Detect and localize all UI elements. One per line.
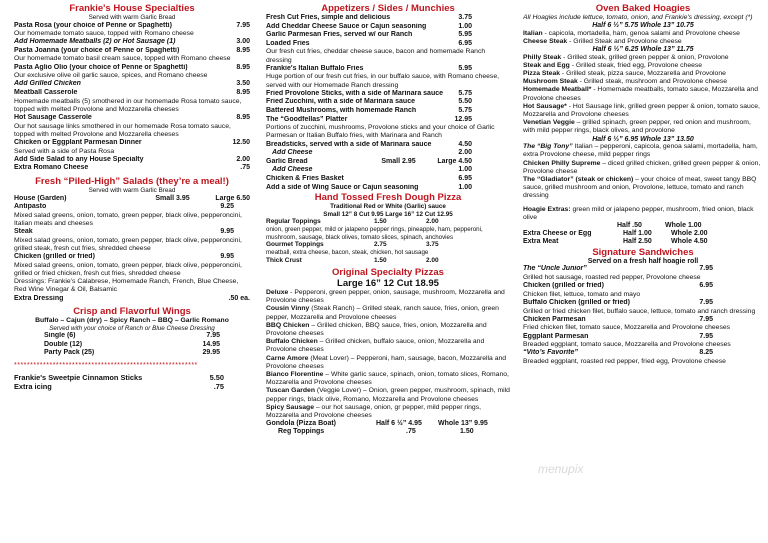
menu-item-italian-hoagie: Italian - capicola, mortadella, ham, genoa salami and Provolone cheese xyxy=(523,29,740,37)
item-description: Our exclusive olive oil garlic sauce, spices, and Romano cheese xyxy=(14,72,208,80)
pizza-sauce-note: Traditional Red or White (Garlic) sauce xyxy=(330,203,446,211)
menu-item-house-salad: House (Garden) Small 3.95 Large 6.50 xyxy=(14,194,250,202)
signature-heading: Signature Sandwiches xyxy=(592,246,694,258)
item-description: Our homemade tomato sauce, topped with Romano cheese xyxy=(14,30,194,38)
item-description: Portions of zucchini, mushrooms, Provolone sticks and your choice of Garlic Parmesan or Italian Buffalo fries, with Marinara and Ranch xyxy=(266,124,495,140)
menu-item-add-cheese-sauce: Add Cheddar Cheese Sauce or Cajun seasoning 1.00 xyxy=(266,22,472,30)
specialty-heading: Original Specialty Pizzas xyxy=(332,266,444,278)
menu-item-big-tony: The “Big Tony” Italian – pepperoni, capicola, genoa salami, mortadella, ham, extra Provolone cheese, mild pepper rings xyxy=(523,143,758,159)
item-description: Our fresh cut fries, cheddar cheese sauce, bacon and homemade Ranch dressing xyxy=(266,48,486,64)
menu-item-pasta-aglio: Pasta Aglio Olio (your choice of Penne or Spaghetti) 8.95 xyxy=(14,63,250,71)
item-description: Mixed salad greens, onion, tomato, green pepper, black olive, pepperoncini, grilled steak, fresh cut fries, shredded cheese xyxy=(14,236,242,252)
watermark: menupix xyxy=(538,462,584,476)
menu-item-buffalo-chicken-sandwich: Buffalo Chicken (grilled or fried) 7.95 xyxy=(523,299,713,307)
item-description: Mixed salad greens, onion, tomato, green pepper, black olive, pepperoncini, grilled or fried chicken, fresh cut fries, shredded cheese xyxy=(14,261,242,277)
menu-item-pizza-steak: Pizza Steak - Grilled steak, pizza sauce, Mozzarella and Provolone xyxy=(523,70,726,78)
item-description: Huge portion of our fresh cut fries, in our buffalo sauce, with Romano cheese, served with our Homemade Ranch dressing xyxy=(266,73,499,89)
salads-heading: Fresh “Piled-High” Salads (they’re a meal!) xyxy=(35,176,229,188)
menu-item-mushroom-steak: Mushroom Steak - Grilled steak, mushroom and Provolone cheese xyxy=(523,78,727,86)
menu-item-carne-amore: Carne Amore (Meat Lover) – Pepperoni, ham, sausage, bacon, Mozzarella and Provolone cheeses xyxy=(266,354,507,370)
column-right xyxy=(523,3,763,541)
item-description: Our hot sausage links smothered in our homemade Rosa tomato sauce, topped with melted Provolone and Mozzarella cheeses xyxy=(14,122,231,138)
hoagie-extras: Hoagie Extras: green mild or jalapeno pepper, mushroom, fried onion, black olive xyxy=(523,205,754,221)
menu-item-zucchini: Fried Zucchini, with a side of Marinara sauce 5.50 xyxy=(266,98,472,106)
wings-note: Served with your choice of Ranch or Blue Cheese Dressing xyxy=(49,324,215,332)
menu-item-extra-dressing: Extra Dressing .50 ea. xyxy=(14,294,250,302)
column-middle xyxy=(266,3,510,541)
menu-item-pasta-rosa: Pasta Rosa (your choice of Penne or Spaghetti) 7.95 xyxy=(14,21,250,29)
menu-item-extra-romano: Extra Romano Cheese .75 xyxy=(14,164,250,172)
menu-item-breadsticks: Breadsticks, served with a side of Marinara sauce 4.50 xyxy=(266,140,472,148)
menu-item-sausage-casserole: Hot Sausage Casserole 8.95 xyxy=(14,114,250,122)
menu-item-wings-single: Single (6) 7.95 xyxy=(44,332,220,340)
hoagies-note: All Hoagies include lettuce, tomato, onion, and Frankie's dressing, except (*) xyxy=(523,14,753,21)
menu-item-add-meat: Add Homemade Meatballs (2) or Hot Sausage (1) 3.00 xyxy=(14,38,250,46)
item-description: Homemade meatballs (5) smothered in our homemade Rosa tomato sauce, topped with melted Provolone and Mozzarella cheeses xyxy=(14,97,242,113)
menu-item-garlic-bread: Garlic Bread Small 2.95 Large 4.50 xyxy=(266,157,472,165)
salads-note: Served with warm Garlic Bread xyxy=(88,187,176,195)
house-specialties-heading: Frankie's House Specialties xyxy=(69,3,195,14)
menu-item-add-chicken: Add Grilled Chicken 3.50 xyxy=(14,80,250,88)
menu-item-pasta-joanna: Pasta Joanna (your choice of Penne or Spaghetti) 8.95 xyxy=(14,46,250,54)
menu-item-thick-crust: Thick Crust 1.50 2.00 xyxy=(266,256,439,264)
item-description: meatball, extra cheese, bacon, steak, chicken, hot sausage xyxy=(266,249,429,257)
menu-item-uncle-junior: The “Uncle Junior” 7.95 xyxy=(523,265,713,273)
menu-item-garlic-fries: Garlic Parmesan Fries, served w/ our Ranch 5.95 xyxy=(266,31,472,39)
menu-item-buffalo-fries: Frankie's Italian Buffalo Fries 5.95 xyxy=(266,64,472,72)
menu-item-gourmet-toppings: Gourmet Toppings 2.75 3.75 xyxy=(266,241,439,249)
menu-item-provolone-sticks: Fried Provolone Sticks, with a side of Marinara sauce 5.75 xyxy=(266,89,472,97)
item-description: Our homemade tomato basil cream sauce, topped with Romano cheese xyxy=(14,55,231,63)
menu-item-antipasto: Antipasto 9.25 xyxy=(14,203,234,211)
item-description: Breaded eggplant, tomato sauce, Mozzarella and Provolone cheeses xyxy=(523,341,731,349)
menu-item-gladiator: The “Gladiator” (steak or chicken) – your choice of meat, sweet tangy BBQ sauce, grilled mushroom and onion, Provolone, lettuce, tomato and ranch dressing xyxy=(523,175,757,200)
menu-item-chicken-parmesan: Chicken Parmesan 7.95 xyxy=(523,315,713,323)
menu-item-vitos-favorite: “Vito’s Favorite” 8.25 xyxy=(523,349,713,357)
menu-item-extra-icing: Extra icing .75 xyxy=(14,381,224,391)
pizza-sizes: Small 12” 8 Cut 9.95 Large 16” 12 Cut 12.95 xyxy=(323,210,453,218)
menu-item-gondola: Gondola (Pizza Boat) Half 6 ½” 4.95 Whole 13” 9.95 xyxy=(266,420,488,428)
menu-item-extra-meat: Extra Meat Half 2.50 Whole 4.50 xyxy=(523,237,708,245)
menu-item-steak-and-egg: Steak and Egg - Grilled steak, fried egg, Provolone cheese xyxy=(523,61,703,69)
item-description: Fried chicken filet, tomato sauce, Mozzarella and Provolone cheeses xyxy=(523,324,731,332)
menu-item-philly-steak: Philly Steak - Grilled steak, grilled green pepper & onion, Provolone xyxy=(523,53,729,61)
menu-item-meatball-casserole: Meatball Casserole 8.95 xyxy=(14,89,250,97)
wings-heading: Crisp and Flavorful Wings xyxy=(73,306,191,318)
appetizers-heading: Appetizers / Sides / Munchies xyxy=(321,3,455,14)
menu-item-steak-salad: Steak 9.95 xyxy=(14,228,234,236)
menu-item-venetian-veggie: Venetian Veggie – grilled spinach, green pepper, red onion and mushroom, with mild pepper rings, black olives, and provolone xyxy=(523,119,751,135)
menu-item-wings-double: Double (12) 14.95 xyxy=(44,340,220,348)
item-description: Chicken filet, lettuce, tomato and mayo xyxy=(523,290,641,298)
menu-item-wing-sauce: Add a side of Wing Sauce or Cajun seasoning 1.00 xyxy=(266,183,472,191)
dressings-list: Dressings: Frankie’s Calabrese, Homemade Ranch, French, Blue Cheese, Red Wine Vinegar & Oil, Balsamic xyxy=(14,278,239,294)
item-description: Served with a side of Pasta Rosa xyxy=(14,147,115,155)
pizza-heading: Hand Tossed Fresh Dough Pizza xyxy=(314,192,462,204)
menu-item-add-cheese-garlic-bread: Add Cheese 1.00 xyxy=(272,166,472,174)
menu-item-wings-party: Party Pack (25) 29.95 xyxy=(44,349,220,357)
menu-item-tuscan-garden: Tuscan Garden (Veggie Lover) – Onion, green pepper, mushroom, spinach, mild pepper rings, black olive, Romano, Mozzarella and Provolone cheeses xyxy=(266,387,510,403)
item-description: Grilled or fried chicken filet, buffalo sauce, lettuce, tomato and ranch dressing xyxy=(523,307,756,315)
menu-item-cheese-steak: Cheese Steak - Grilled Steak and Provolone cheese xyxy=(523,37,682,45)
menu-item-parmesan-dinner: Chicken or Eggplant Parmesan Dinner 12.50 xyxy=(14,139,250,147)
menu-item-bianco-florentine: Bianco Florentine – White garlic sauce, spinach, onion, tomato slices, Romano, Mozzarella and Provolone cheeses xyxy=(266,370,509,387)
item-description: Mixed salad greens, onion, tomato, green pepper, black olive, pepperoncini, Italian meats and cheeses xyxy=(14,211,242,227)
menu-item-cousin-vinny: Cousin Vinny (Steak Ranch) – Grilled steak, ranch sauce, fries, onion, green pepper, Mozzarella and Provolone cheeses xyxy=(266,305,499,321)
item-description: onion, green pepper, mild or jalapeno pepper rings, pineapple, ham, pepperoni, mushroom, sausage, black olives, tomato slices, spinach, anchovies xyxy=(266,226,483,241)
menu-item-extra-cheese-egg: Extra Cheese or Egg Half 1.00 Whole 2.00 xyxy=(523,229,708,237)
menu-item-eggplant-parmesan: Eggplant Parmesan 7.95 xyxy=(523,332,713,340)
menu-item-chicken-sandwich: Chicken (grilled or fried) 6.95 xyxy=(523,282,713,290)
specialty-size: Large 16” 12 Cut 18.95 xyxy=(337,277,439,289)
menu-item-meatball-hoagie: Homemade Meatball* - Homemade meatballs, tomato sauce, Mozzarella and Provolone cheeses xyxy=(523,86,758,102)
hoagie-extras-prices: Half .50 Whole 1.00 xyxy=(617,221,702,229)
hoagie-sizes-1: Half 6 ½” 5.75 Whole 13” 10.75 xyxy=(592,22,694,30)
menu-item-buffalo-chicken-pizza: Buffalo Chicken – Grilled chicken, buffalo sauce, onion, Mozzarella and Provolone cheeses xyxy=(266,338,485,354)
menu-item-fries: Fresh Cut Fries, simple and delicious 3.75 xyxy=(266,14,472,21)
item-description: Grilled hot sausage, roasted red pepper, Provolone cheese xyxy=(523,274,701,282)
menu-item-gondola-toppings: Reg Toppings .75 1.50 xyxy=(278,428,474,436)
hoagie-sizes-3: Half 6 ½” 6.95 Whole 13” 13.50 xyxy=(592,135,694,143)
menu-item-cinnamon-sticks: Frankie's Sweetpie Cinnamon Sticks 5.50 xyxy=(14,372,224,382)
menu-item-loaded-fries: Loaded Fries 6.95 xyxy=(266,39,472,47)
menu-item-chicken-salad: Chicken (grilled or fried) 9.95 xyxy=(14,253,234,261)
house-specialties-note: Served with warm Garlic Bread xyxy=(88,14,176,21)
column-left xyxy=(14,3,250,541)
menu-item-deluxe: Deluxe - Pepperoni, green pepper, onion, sausage, mushroom, Mozzarella and Provolone cheeses xyxy=(266,288,505,305)
signature-note: Served on a fresh half hoagie roll xyxy=(587,257,699,265)
menu-item-chicken-basket: Chicken & Fries Basket 6.95 xyxy=(266,174,472,182)
menu-item-add-cheese-breadsticks: Add Cheese 2.00 xyxy=(272,149,472,157)
menu-item-spicy-sausage: Spicy Sausage – our hot sausage, onion, gr pepper, mild pepper rings, Mozzarella and Provolone cheeses xyxy=(266,403,481,419)
item-description: Breaded eggplant, roasted red pepper, fried egg, Provolone cheese xyxy=(523,358,726,366)
menu-item-side-salad: Add Side Salad to any House Specialty 2.00 xyxy=(14,155,250,163)
menu-item-chicken-philly-supreme: Chicken Philly Supreme – diced grilled chicken, grilled green pepper & onion, Provolone cheese xyxy=(523,159,761,175)
hoagie-sizes-2: Half 6 ½” 6.25 Whole 13” 11.75 xyxy=(592,46,694,54)
menu-item-hot-sausage-hoagie: Hot Sausage* - Hot Sausage link, grilled green pepper & onion, tomato sauce, Mozzarella and Provolone cheeses xyxy=(523,102,760,119)
menu-item-regular-toppings: Regular Toppings 1.50 2.00 xyxy=(266,218,439,226)
divider-stars: ********************************************************* xyxy=(14,361,198,369)
menu-item-bbq-chicken: BBQ Chicken – Grilled chicken, BBQ sauce, fries, onion, Mozzarella and Provolone cheeses xyxy=(266,321,487,337)
wings-flavors: Buffalo – Cajun (dry) – Spicy Ranch – BBQ – Garlic Romano xyxy=(35,317,229,325)
menu-item-goodfellas: The “Goodfellas” Platter 12.95 xyxy=(266,115,472,123)
hoagies-heading: Oven Baked Hoagies xyxy=(595,3,691,14)
menu-item-mushrooms: Battered Mushrooms, with homemade Ranch 5.75 xyxy=(266,106,472,114)
